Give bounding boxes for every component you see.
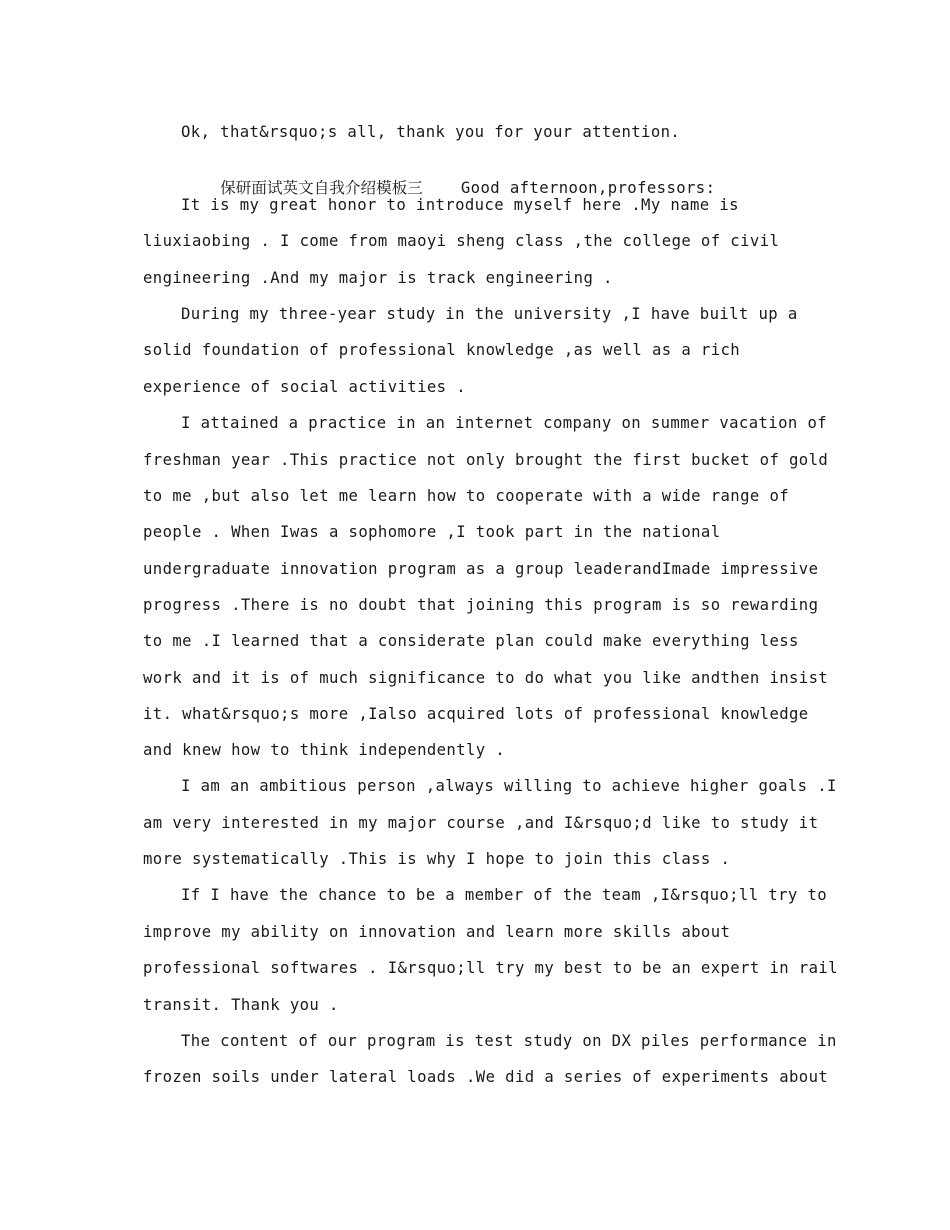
paragraph-line: work and it is of much significance to do what you like andthen insist [143, 669, 829, 687]
paragraph-line: progress .There is no doubt that joining this program is so rewarding [143, 596, 819, 614]
closing-line: Ok, that&rsquo;s all, thank you for your attention. [181, 123, 681, 141]
paragraph-line: experience of social activities . [143, 378, 467, 396]
heading-chinese-title: 保研面试英文自我介绍模板三 [220, 179, 423, 197]
paragraph-line: to me .I learned that a considerate plan could make everything less [143, 632, 799, 650]
paragraph-line: I am an ambitious person ,always willing to achieve higher goals .I [181, 777, 837, 795]
paragraph-line: improve my ability on innovation and learn more skills about [143, 923, 731, 941]
paragraph-line: professional softwares . I&rsquo;ll try my best to be an expert in rail [143, 959, 838, 977]
paragraph-line: frozen soils under lateral loads .We did a series of experiments about [143, 1068, 829, 1086]
paragraph-line: more systematically .This is why I hope to join this class . [143, 850, 731, 868]
paragraph-line: liuxiaobing . I come from maoyi sheng class ,the college of civil [143, 232, 780, 250]
paragraph-line: transit. Thank you . [143, 996, 339, 1014]
paragraph-line: The content of our program is test study on DX piles performance in [181, 1032, 837, 1050]
paragraph-line: am very interested in my major course ,and I&rsquo;d like to study it [143, 814, 819, 832]
paragraph-line: During my three-year study in the university ,I have built up a [181, 305, 798, 323]
paragraph-line: it. what&rsquo;s more ,Ialso acquired lots of professional knowledge [143, 705, 809, 723]
paragraph-line: I attained a practice in an internet company on summer vacation of [181, 414, 828, 432]
paragraph-line: engineering .And my major is track engineering . [143, 269, 613, 287]
paragraph-line: to me ,but also let me learn how to cooperate with a wide range of [143, 487, 790, 505]
paragraph-line: If I have the chance to be a member of the team ,I&rsquo;ll try to [181, 886, 828, 904]
paragraph-line: solid foundation of professional knowledge ,as well as a rich [143, 341, 741, 359]
heading-greeting: Good afternoon,professors: [460, 179, 716, 197]
paragraph-line: freshman year .This practice not only brought the first bucket of gold [143, 451, 829, 469]
paragraph-line: undergraduate innovation program as a group leaderandImade impressive [143, 560, 819, 578]
paragraph-line: It is my great honor to introduce myself here .My name is [181, 196, 739, 214]
paragraph-line: and knew how to think independently . [143, 741, 506, 759]
paragraph-line: people . When Iwas a sophomore ,I took part in the national [143, 523, 721, 541]
